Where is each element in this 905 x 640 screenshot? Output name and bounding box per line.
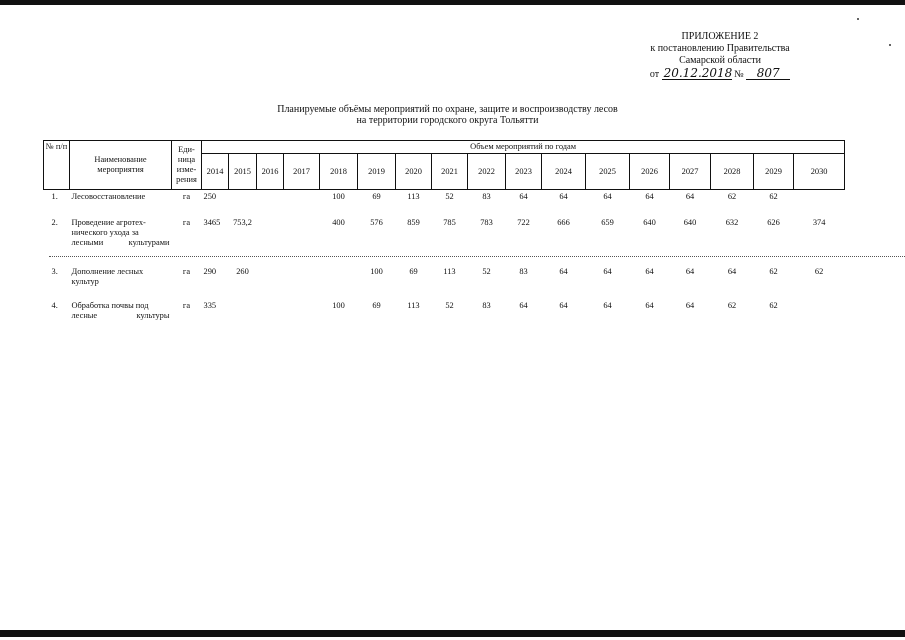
value-cell: 62	[814, 267, 824, 276]
year-header: 2026	[630, 154, 670, 190]
table-body	[44, 190, 845, 327]
value-cell: 722	[517, 218, 530, 227]
value-cell	[794, 295, 845, 326]
value-cell: 83	[482, 192, 491, 201]
value-cell: 64	[645, 192, 654, 201]
value-cell: 62	[769, 192, 778, 201]
activities-table	[43, 140, 845, 326]
value-cell: 64	[519, 192, 528, 201]
row-number: 2.	[51, 218, 58, 227]
value-cell: 100	[332, 301, 345, 310]
year-header: 2015	[229, 154, 257, 190]
handwritten-date: 20.12.2018	[663, 66, 733, 80]
activity-name: Лесовосстановление	[71, 192, 146, 201]
row-number: 4.	[51, 301, 58, 310]
value-cell: 290	[203, 267, 217, 276]
year-header: 2014	[202, 154, 229, 190]
value-cell: 626	[767, 218, 780, 227]
year-header: 2023	[506, 154, 542, 190]
unit-cell: га	[182, 218, 191, 227]
value-cell	[284, 258, 320, 295]
value-cell: 62	[769, 301, 778, 310]
value-cell: 52	[445, 301, 454, 310]
value-cell: 335	[203, 301, 217, 310]
year-header: 2025	[586, 154, 630, 190]
value-cell: 64	[685, 192, 695, 201]
year-header: 2019	[358, 154, 396, 190]
appendix-resolution: к постановлению Правительства	[650, 43, 790, 54]
unit-cell: га	[182, 192, 191, 201]
value-cell	[229, 295, 257, 326]
scan-speck	[857, 18, 859, 20]
value-cell: 64	[559, 301, 568, 310]
value-cell: 659	[601, 218, 614, 227]
document-title	[180, 104, 715, 126]
scan-top-border	[0, 0, 905, 5]
value-cell	[229, 190, 257, 206]
value-cell: 64	[645, 301, 654, 310]
row-number: 1.	[51, 192, 58, 201]
value-cell	[257, 190, 284, 206]
value-cell: 640	[683, 218, 697, 227]
year-header: 2030	[794, 154, 845, 190]
scan-speck	[889, 44, 891, 46]
value-cell: 640	[643, 218, 656, 227]
year-header: 2027	[670, 154, 711, 190]
value-cell: 52	[445, 192, 454, 201]
value-cell: 753,2	[233, 218, 252, 227]
value-cell: 69	[372, 301, 381, 310]
value-cell: 64	[727, 267, 737, 276]
header-name: Наименование мероприятия	[70, 141, 172, 190]
value-cell: 260	[236, 267, 249, 276]
value-cell	[257, 205, 284, 258]
value-cell: 64	[603, 267, 612, 276]
value-cell: 576	[370, 218, 383, 227]
table-row	[44, 295, 845, 326]
header-volume-by-years: Объем мероприятий по годам	[202, 141, 845, 154]
value-cell: 859	[407, 218, 420, 227]
appendix-header	[560, 31, 880, 81]
value-cell: 632	[725, 218, 739, 227]
scan-bottom-border	[0, 630, 905, 637]
value-cell	[257, 258, 284, 295]
value-cell: 250	[203, 192, 217, 201]
unit-cell: га	[182, 267, 191, 276]
year-header: 2028	[711, 154, 754, 190]
value-cell: 64	[559, 267, 568, 276]
value-cell: 62	[769, 267, 778, 276]
value-cell: 374	[812, 218, 826, 227]
value-cell: 64	[645, 267, 654, 276]
value-cell: 64	[559, 192, 568, 201]
value-cell: 3465	[203, 218, 221, 227]
date-prefix: от	[649, 69, 660, 80]
value-cell	[284, 295, 320, 326]
activity-name: Проведение агротех- нического ухода за лесными культурами	[71, 218, 170, 247]
unit-cell: га	[182, 301, 191, 310]
title-line-1: Планируемые объёмы мероприятий по охране, защите и воспроизводству лесов	[277, 104, 618, 115]
year-header: 2018	[320, 154, 358, 190]
table-row	[44, 258, 845, 295]
value-cell: 62	[727, 192, 737, 201]
value-cell: 783	[480, 218, 493, 227]
value-cell	[320, 258, 358, 295]
value-cell: 64	[685, 301, 695, 310]
value-cell: 113	[407, 192, 420, 201]
row3-dotted-line	[49, 256, 905, 257]
appendix-title: ПРИЛОЖЕНИЕ 2	[681, 31, 759, 42]
activity-name: Обработка почвы под лесные культуры	[71, 301, 170, 320]
year-header: 2017	[284, 154, 320, 190]
value-cell: 785	[443, 218, 456, 227]
value-cell	[284, 205, 320, 258]
value-cell: 64	[685, 267, 695, 276]
value-cell: 64	[603, 301, 612, 310]
year-header: 2021	[432, 154, 468, 190]
value-cell: 400	[332, 218, 345, 227]
handwritten-number: 807	[746, 67, 790, 80]
value-cell: 62	[727, 301, 737, 310]
value-cell	[257, 295, 284, 326]
value-cell: 69	[409, 267, 418, 276]
value-cell: 64	[519, 301, 528, 310]
value-cell: 64	[603, 192, 612, 201]
appendix-region: Самарской области	[679, 55, 761, 66]
value-cell: 69	[372, 192, 381, 201]
appendix-date-line	[560, 67, 880, 81]
table-row	[44, 205, 845, 258]
value-cell	[794, 190, 845, 206]
year-header: 2022	[468, 154, 506, 190]
header-unit: Еди- ница изме- рения	[172, 141, 202, 190]
value-cell: 113	[407, 301, 420, 310]
year-header: 2024	[542, 154, 586, 190]
value-cell: 83	[482, 301, 491, 310]
number-prefix: №	[734, 69, 744, 80]
year-header: 2020	[396, 154, 432, 190]
header-no: № п/п	[44, 141, 70, 190]
year-header: 2016	[257, 154, 284, 190]
row-number: 3.	[51, 267, 58, 276]
year-header: 2029	[754, 154, 794, 190]
value-cell: 52	[482, 267, 491, 276]
value-cell: 666	[557, 218, 570, 227]
title-line-2: на территории городского округа Тольятти	[356, 115, 539, 126]
activity-name: Дополнение лесных культур	[71, 267, 144, 286]
value-cell: 100	[332, 192, 345, 201]
table-row	[44, 190, 845, 206]
value-cell: 113	[443, 267, 456, 276]
value-cell: 100	[370, 267, 383, 276]
value-cell	[284, 190, 320, 206]
value-cell: 83	[519, 267, 528, 276]
